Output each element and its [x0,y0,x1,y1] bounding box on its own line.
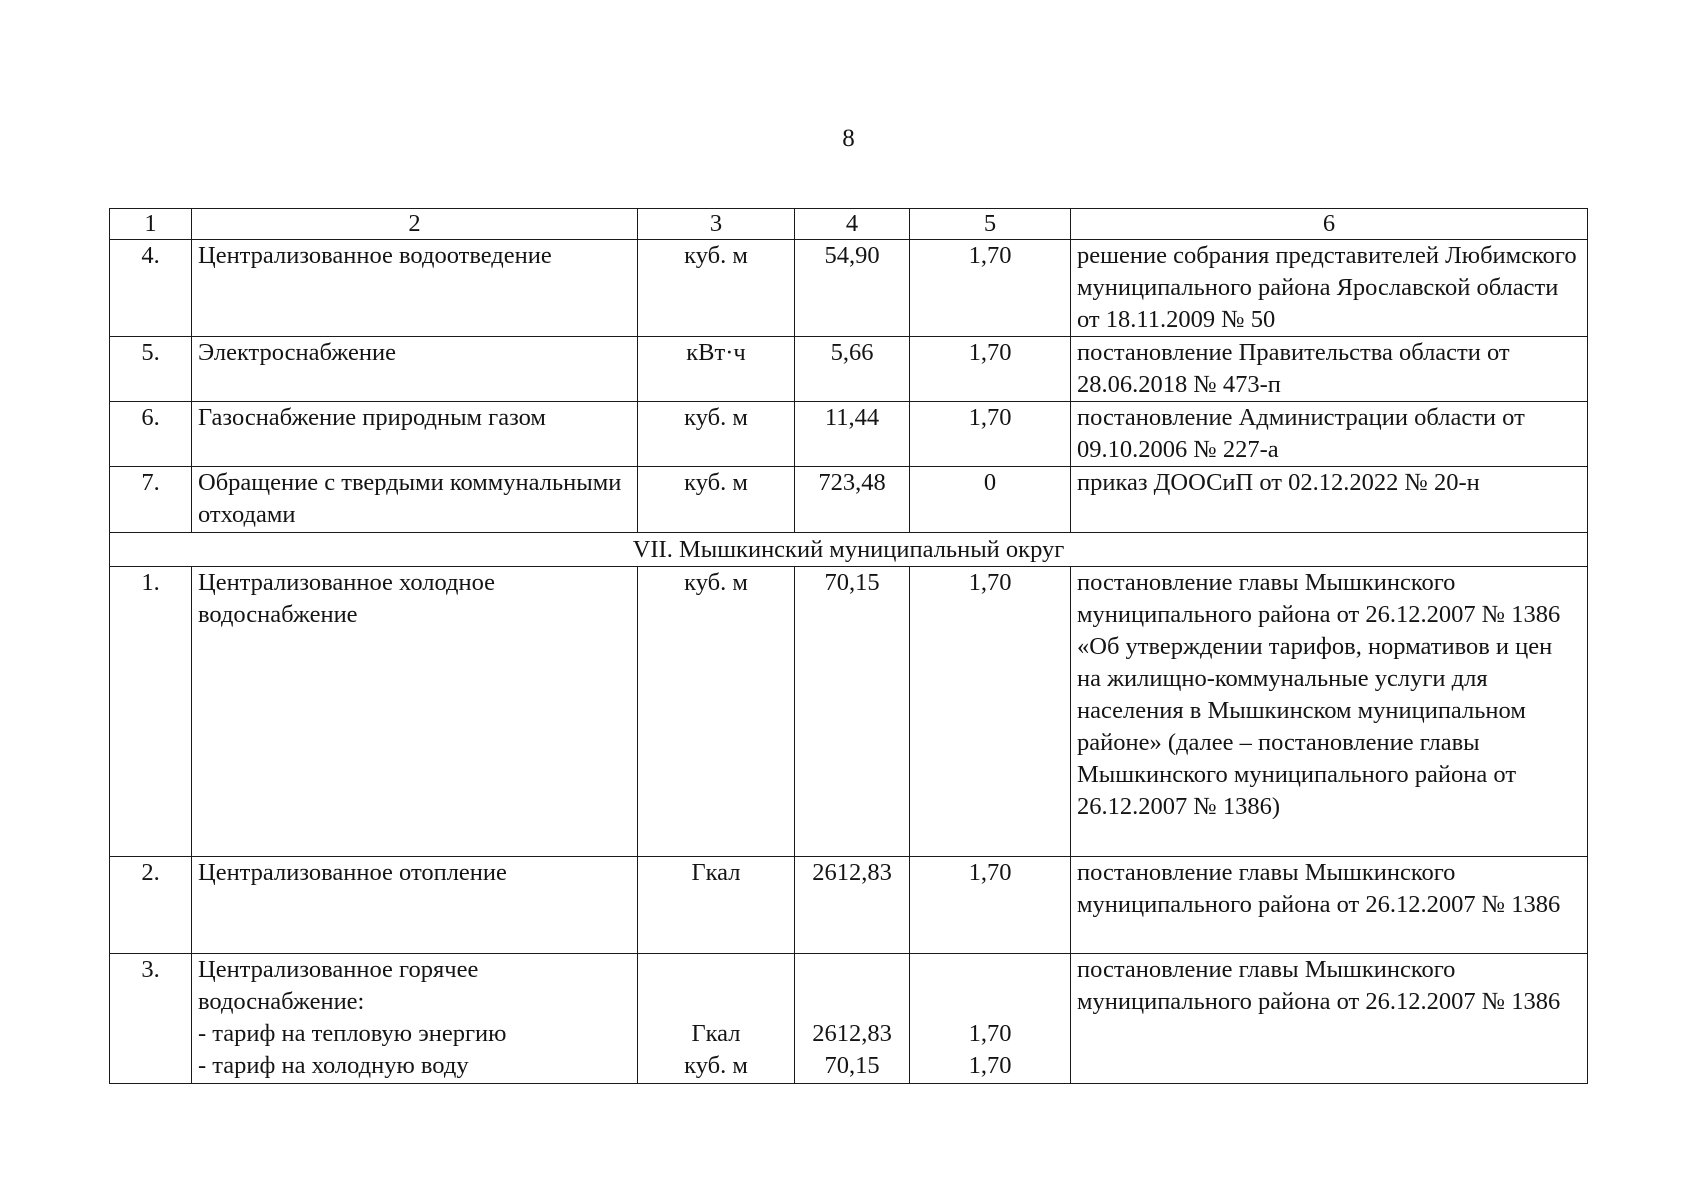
sub-item-value: 70,15 [824,1052,880,1079]
sub-item-index: 1,70 [968,1020,1012,1047]
tariff-value: 54,90 [795,240,910,337]
row-number: 5. [110,337,192,402]
sub-item-unit: куб. м [684,1052,748,1079]
row-number: 6. [110,402,192,467]
legal-basis: постановление главы Мышкинского муниципального района от 26.12.2007 № 1386 [1071,857,1588,954]
unit: куб. м [638,467,795,533]
legal-basis: постановление Администрации области от 09.10.2006 № 227-а [1071,402,1588,467]
unit: кВт·ч [638,337,795,402]
table-row [110,337,1588,402]
service-name: Централизованное водоотведение [192,240,638,337]
sub-item-unit: Гкал [691,1020,741,1047]
tariff-table [109,208,1588,1084]
tariff-value: 11,44 [795,402,910,467]
header-cell: 6 [1071,209,1588,240]
unit: Гкал [638,857,795,954]
sub-item-label: - тариф на холодную воду [198,1052,469,1079]
header-cell: 1 [110,209,192,240]
table-row [110,467,1588,533]
service-name: Электроснабжение [192,337,638,402]
section-row [110,533,1588,567]
table-row [110,954,1588,1084]
legal-basis: решение собрания представителей Любимского муниципального района Ярославской области от 18.11.2009 № 50 [1071,240,1588,337]
service-name: Обращение с твердыми коммунальными отходами [192,467,638,533]
header-cell: 2 [192,209,638,240]
cell-spacer [644,954,788,1018]
unit: куб. м [638,567,795,857]
service-heading: Централизованное горячее водоснабжение: [198,956,479,1015]
service-name: Газоснабжение природным газом [192,402,638,467]
tariff-value: 723,48 [795,467,910,533]
row-number: 2. [110,857,192,954]
cell-spacer [801,954,903,1018]
index-value: 1,70 [910,857,1071,954]
header-cell: 5 [910,209,1071,240]
legal-basis: постановление главы Мышкинского муниципального района от 26.12.2007 № 1386 [1071,954,1588,1084]
table-header-row [110,209,1588,240]
table-row [110,857,1588,954]
header-cell: 3 [638,209,795,240]
index-value [910,954,1071,1084]
row-number: 1. [110,567,192,857]
unit: куб. м [638,240,795,337]
tariff-value: 70,15 [795,567,910,857]
table-row [110,240,1588,337]
page-number: 8 [842,125,855,152]
tariff-value: 5,66 [795,337,910,402]
header-cell: 4 [795,209,910,240]
tariff-value [795,954,910,1084]
legal-basis: постановление Правительства области от 28.06.2018 № 473-п [1071,337,1588,402]
index-value: 1,70 [910,240,1071,337]
index-value: 1,70 [910,567,1071,857]
index-value: 1,70 [910,337,1071,402]
unit: куб. м [638,402,795,467]
index-value: 0 [910,467,1071,533]
service-name [192,954,638,1084]
row-number: 4. [110,240,192,337]
row-number: 3. [110,954,192,1084]
tariff-value: 2612,83 [795,857,910,954]
legal-basis: приказ ДООСиП от 02.12.2022 № 20-н [1071,467,1588,533]
index-value: 1,70 [910,402,1071,467]
legal-basis: постановление главы Мышкинского муниципального района от 26.12.2007 № 1386 «Об утверждении тарифов, нормативов и цен на жилищно-коммунальные услуги для населения в Мышкинском муниципальном районе» (далее – постановление главы Мышкинского муниципального района от 26.12.2007 № 1386) [1071,567,1588,857]
sub-item-index: 1,70 [968,1052,1012,1079]
sub-item-label: - тариф на тепловую энергию [198,1020,507,1047]
table-row [110,567,1588,857]
section-title: VII. Мышкинский муниципальный округ [110,533,1588,567]
row-number: 7. [110,467,192,533]
service-name: Централизованное отопление [192,857,638,954]
cell-spacer [916,954,1064,1018]
service-name: Централизованное холодное водоснабжение [192,567,638,857]
sub-item-value: 2612,83 [812,1020,892,1047]
unit [638,954,795,1084]
table-row [110,402,1588,467]
